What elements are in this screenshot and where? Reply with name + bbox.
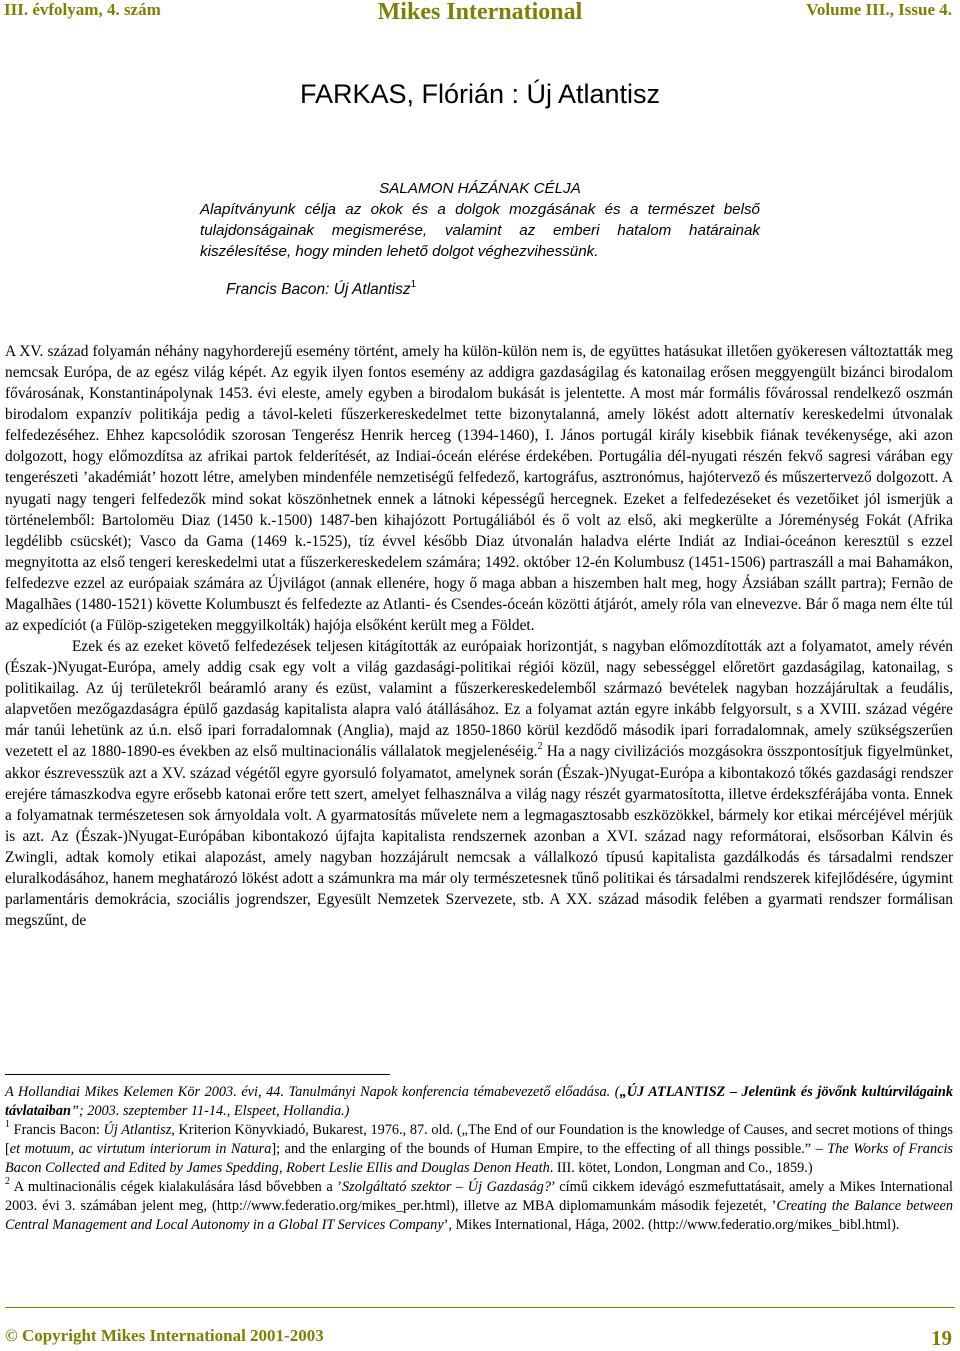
footnote-2-number: 2 <box>5 1176 10 1188</box>
footnote-2-b: Szolgáltató szektor – Új Gazdaság? <box>342 1179 551 1195</box>
footnote-1-b: Új Atlantisz <box>103 1122 172 1138</box>
footnote-1-g: . III. kötet, London, Longman and Co., 1859.) <box>549 1160 813 1176</box>
motto-heading: SALAMON HÁZÁNAK CÉLJA <box>379 180 581 197</box>
footer-copyright: © Copyright Mikes International 2001-2003 <box>5 1326 324 1345</box>
article-title: FARKAS, Flórián : Új Atlantisz <box>299 79 661 109</box>
footnote-2-e: ’, Mikes International, Hága, 2002. (http://www.federatio.org/mikes_bibl.html). <box>443 1217 900 1233</box>
header-volume-hu: III. évfolyam, 4. szám <box>4 0 161 19</box>
body-paragraph-2-text-b: Ha a nagy civilizációs mozgásokra összpontosítjuk figyelmünket, akkor észrevesszük azt a XV. század végétől egyre gyorsuló folyamatot, amelynek során (Észak-)Nyugat-Európa a kibontakozó tőkés gazdasági rendszer erejére támaszkodva egyre erősebb katonai erőre tett szert, amelyet felhasználva a világ nagy részét gyarmatosította, illetve érdekszférájába vonta. Ennek a folyamatnak természetesen sok árnyoldala volt. A gyarmatosítás művelete nem a legmagasztosabb eszközökkel, bármely kor etikai mércéjével mérjük is azt. Az (Észak-)Nyugat-Európában kibontakozó újfajta kapitalista rendszernek azonban a XVI. század nagy reformátorai, elsősorban Kálvin és Zwingli, adtak komoly etikai alapozást, amely nagyban hozzájárult nemcsak a vállalkozó típusú kapitalista gazdálkodás és társadalmi rendszer eluralkodásához, hanem meghatározó lökést adott a számunkra ma már oly természetesnek tűnő politikai és társadalmi rendszerek kifejlődésére, úgymint parlamentáris demokrácia, szociális jogrendszer, Egyesült Nemzetek Szervezete, stb. A XX. század második felében a gyarmati rendszer formálisan megszűnt, de <box>5 743 954 930</box>
body-paragraph-1 <box>5 341 953 636</box>
header-journal-name: Mikes International <box>377 0 583 25</box>
footnote-divider <box>5 1074 390 1075</box>
motto-attribution <box>226 278 417 299</box>
body-paragraph-1-text: A XV. század folyamán néhány nagyhorderejű esemény történt, amely ha külön-külön nem is, de együttes hatásukat illetően gyökeresen változtatták meg nemcsak Európa, de az egész világ képét. Az egyik ilyen fontos esemény az addigra gazdaságilag és katonailag erősen meggyengült bizánci birodalom fővárosának, Konstantinápolynak 1453. évi eleste, amely egyben a birodalom bukását is jelentette. A most már formális fővárossal rendelkező oszmán birodalom expanzív politikája pedig a távol-keleti fűszerkereskedelmet tette bizonytalanná, amely lökést adott alternatív kereskedelmi útvonalak felfedezéséhez. Ehhez kapcsolódik szorosan Tengerész Henrik herceg (1394-1460), I. János portugál király kisebbik fiának tevékenysége, aki azon dolgozott, hogy előmozdítsa az afrikai partok felderítését, az Indiai-óceán elérése érdekében. Portugália dél-nyugati részén fekvő sagresi várában egy tengerészeti ’akadémiát’ hozott létre, amelyben mindenféle nemzetiségű felfedező, kartográfus, asztronómus, hajótervező és műszertervező dolgozott. A nyugati nagy tengeri felfedezők mind sokat köszönhetnek ennek a látnoki képességű hercegnek. Ezeket a felfedezéseket és vezetőiket jól ismerjük a történelemből: Bartolomëu Diaz (1450 k.-1500) 1487-ben kihajózott Portugáliából és ő volt az első, aki megkerülte a Jóreménység Fokát (Afrika legdélibb csücskét); Vasco da Gama (1469 k.-1525), tíz évvel később Diaz útvonalán haladva elérte Indiát az Indiai-óceánon keresztül s ezzel megnyitotta az első tengeri kereskedelmi utat a fűszerkereskedelem számára; 1492. október 12-én Kolumbusz (1451-1506) partraszáll a mai Bahamákon, felfedezve ezzel az európaiak számára az Újvilágot (annak ellenére, hogy ő maga abban a hiszemben halt meg, hogy Ázsiában szállt partra); Fernão de Magalhães (1480-1521) követte Kolumbuszt és felfedezte az Atlanti- és Csendes-óceán közötti átjárót, amely róla van elnevezve. Bár ő maga nem élte túl az expedíciót (a Fülöp-szigeteken meggyilkolták) hajója elsőként került meg a Földet. <box>5 343 953 635</box>
footer-divider <box>5 1307 955 1308</box>
footnote-1-a: Francis Bacon: <box>10 1122 104 1138</box>
footnote-1-number: 1 <box>5 1119 10 1131</box>
footnote-intro <box>5 1083 953 1121</box>
motto-block <box>200 178 760 262</box>
footnote-2-d: Creating the Balance between Central Management and Local Autonomy in a Global IT Services Company <box>5 1198 953 1233</box>
header-volume-en: Volume III., Issue 4. <box>806 0 952 19</box>
footnote-1-c: , Kriterion Könyvkiadó, Bukarest, 1976., 87. old. („The End of our Foundation is the knowledge of Causes, and secret motions of things [ <box>5 1122 953 1157</box>
footnote-1 <box>5 1121 953 1178</box>
footnote-1-e: ]; and the enlarging of the bounds of Human Empire, to the effecting of all things possible.” – <box>271 1141 828 1157</box>
motto-attribution-text: Francis Bacon: Új Atlantisz <box>226 281 411 298</box>
footnote-1-f: The Works of Francis Bacon Collected and Edited by James Spedding, Robert Leslie Ellis and Douglas Denon Heath <box>5 1141 953 1176</box>
footnote-2-c: ’ című cikkem idevágó eszmefuttatásait, amely a Mikes International 2003. évi 3. számában jelent meg, (http://www.federatio.org/mikes_per.html), illetve az MBA diplomamunkám második fejezetét, ’ <box>5 1179 953 1214</box>
running-header <box>0 0 960 32</box>
body-paragraph-2 <box>5 636 953 931</box>
footnote-ref-2: 2 <box>537 741 543 753</box>
body-paragraph-2-text-a: Ezek és az ezeket követő felfedezések teljesen kitágították az európaiak horizontját, s nagyban előmozdították azt a folyamatot, amely révén (Észak-)Nyugat-Európa, amely addig csak egy volt a világ gazdasági-politikai régiói közül, nagy sebességgel előretört gazdaságilag, katonailag, s politikailag. Az új területekről beáramló arany és ezüst, valamint a fűszerkereskedelemből származó bevételek nagyban hozzájárultak a feudális, alapvetően mezőgazdaságra épülő gazdaság kapitalista alapra való átállásához. Ez a folyamat aztán egyre inkább felgyorsult, s a XVIII. század végére már tanúi lehetünk az ú.n. első ipari forradalomnak (Anglia), majd az 1850-1860 körül kezdődő második ipari forradalomnak, amely szükségszerűen vezetett el az 1880-1890-es években az első multinacionális vállalatok megjelenéséig. <box>5 638 953 761</box>
footnote-2-a: A multinacionális cégek kialakulására lásd bővebben a ’ <box>10 1179 343 1195</box>
footnote-1-d: et motuum, ac virtutum interiorum in Natura <box>9 1141 272 1157</box>
footnote-intro-a: A Hollandiai Mikes Kelemen Kör 2003. évi, 44. Tanulmányi Napok konferencia témabevezető előadása. ( <box>5 1084 620 1100</box>
page-number: 19 <box>931 1326 952 1350</box>
footnote-intro-c: ”; 2003. szeptember 11-14., Elspeet, Hollandia.) <box>70 1103 350 1119</box>
footnote-ref-1: 1 <box>410 278 417 290</box>
article-body <box>5 341 953 931</box>
footnote-intro-b: „ÚJ ATLANTISZ – Jelenünk és jövőnk kultúrvilágaink távlataiban <box>5 1084 953 1119</box>
motto-text: Alapítványunk célja az okok és a dolgok mozgásának és a természet belső tulajdonságainak megismerése, valamint az emberi hatalom határainak kiszélesítése, hogy minden lehető dolgot véghezvihessünk. <box>200 201 760 260</box>
footnote-2 <box>5 1178 953 1235</box>
footnotes <box>5 1083 953 1235</box>
